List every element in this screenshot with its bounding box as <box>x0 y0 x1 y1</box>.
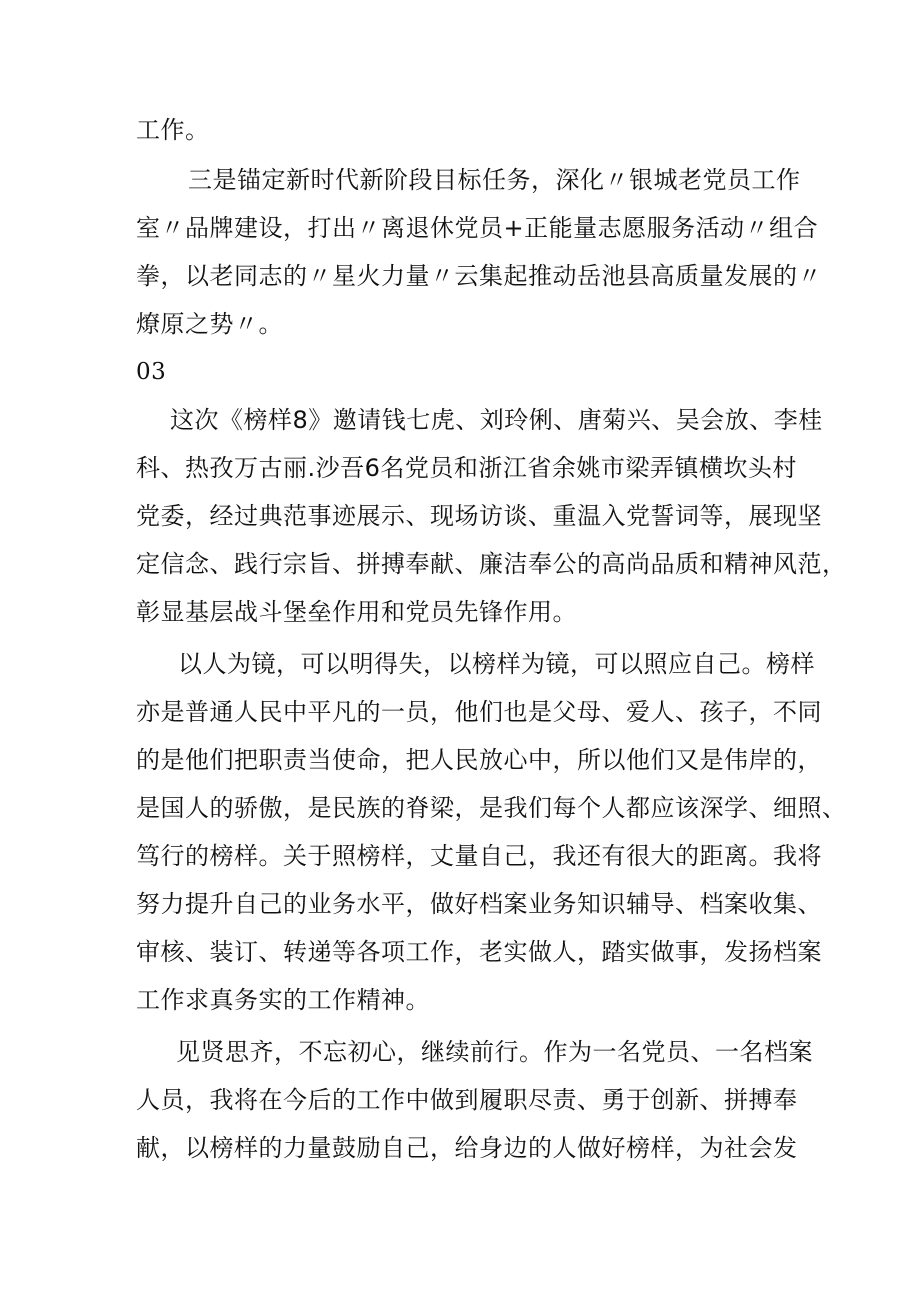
paragraph-line: 工作求真务实的工作精神。 <box>136 986 430 1014</box>
paragraph-line: 燎原之势〃。 <box>136 310 283 338</box>
paragraph-line: 党委，经过典范事迹展示、现场访谈、重温入党誓词等，展现坚 <box>136 502 822 530</box>
paragraph-line: 献，以榜样的力量鼓励自己，给身边的人做好榜样，为社会发 <box>136 1134 798 1162</box>
paragraph-line: 亦是普通人民中平凡的一员，他们也是父母、爱人、孩子，不同 <box>136 698 822 726</box>
paragraph-line: 以人为镜，可以明得失，以榜样为镜，可以照应自己。榜样 <box>178 650 815 678</box>
paragraph-line: 定信念、践行宗旨、拼搏奉献、廉洁奉公的高尚品质和精神风范， <box>136 550 847 578</box>
text-line-1: 工作。 <box>136 116 210 144</box>
paragraph-line: 人员，我将在今后的工作中做到履职尽责、勇于创新、拼搏奉 <box>136 1086 798 1114</box>
paragraph-line: 三是锚定新时代新阶段目标任务，深化〃银城老党员工作 <box>188 166 801 194</box>
paragraph-line: 的是他们把职责当使命，把人民放心中，所以他们又是伟岸的， <box>136 746 822 774</box>
paragraph-line: 笃行的榜样。关于照榜样，丈量自己，我还有很大的距离。我将 <box>136 842 822 870</box>
paragraph-line: 彰显基层战斗堡垒作用和党员先锋作用。 <box>136 598 577 626</box>
paragraph-line: 审核、装订、转递等各项工作，老实做人，踏实做事，发扬档案 <box>136 938 822 966</box>
paragraph-line: 见贤思齐，不忘初心，继续前行。作为一名党员、一名档案 <box>176 1038 813 1066</box>
paragraph-line: 是国人的骄傲，是民族的脊梁，是我们每个人都应该深学、细照、 <box>136 794 847 822</box>
paragraph-line: 这次《榜样8》邀请钱七虎、刘玲俐、唐菊兴、吴会放、李桂 <box>170 406 823 434</box>
section-number: 03 <box>136 359 167 385</box>
paragraph-line: 室〃品牌建设，打出〃离退休党员+正能量志愿服务活动〃组合 <box>136 214 819 242</box>
paragraph-line: 拳，以老同志的〃星火力量〃云集起推动岳池县高质量发展的〃 <box>136 262 822 290</box>
paragraph-line: 努力提升自己的业务水平，做好档案业务知识辅导、档案收集、 <box>136 890 822 918</box>
paragraph-line: 科、热孜万古丽.沙吾6名党员和浙江省余姚市梁弄镇横坎头村 <box>136 454 797 482</box>
